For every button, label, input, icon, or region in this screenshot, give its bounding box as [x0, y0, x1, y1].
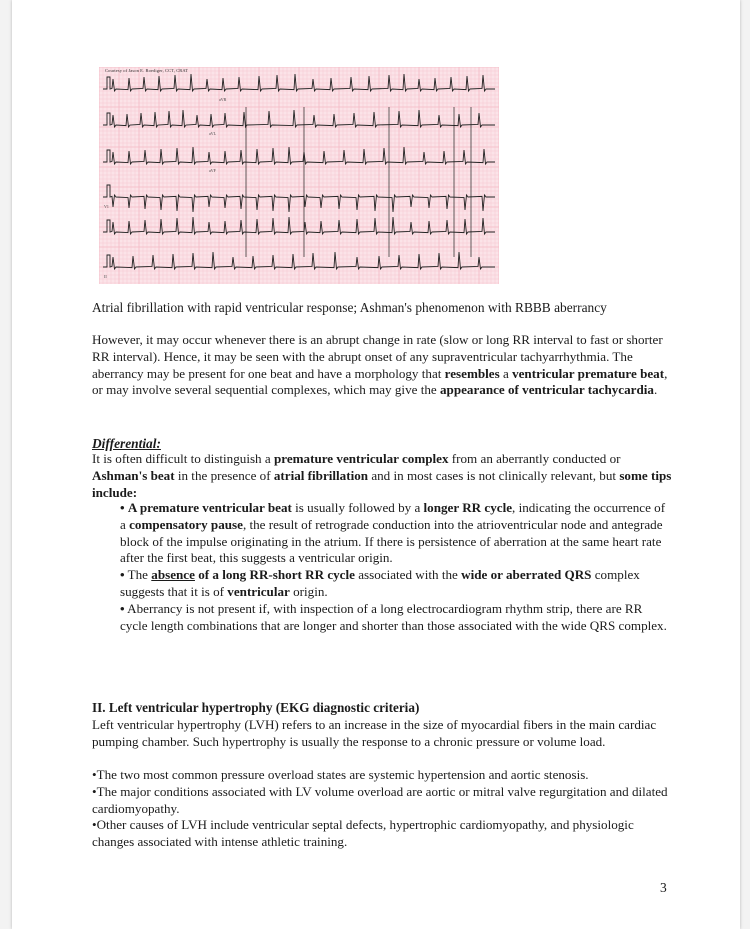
ecg-figure [99, 67, 499, 284]
differential-paragraph: It is often difficult to distinguish a premature ventricular complex from an aberrantly conducted or Ashman's beat in the presence of atrial fibrillation and in most cases is not clinically relevant, but some tips include: [92, 451, 672, 500]
section-title-lvh: II. Left ventricular hypertrophy (EKG diagnostic criteria) [92, 700, 420, 715]
bullet-marker: • [92, 783, 97, 799]
tip-item-rr-cycle: • The absence of a long RR-short RR cycle associated with the wide or aberrated QRS complex suggests that it is of ventricular origin. [120, 567, 640, 599]
lvh-item-volume-overload: •The major conditions associated with LV volume overload are aortic or mitral valve regurgitation and dilated cardiomyopathy. [92, 783, 668, 816]
tip-item-aberrancy: • Aberrancy is not present if, with inspection of a long electrocardiogram rhythm strip, there are RR cycle length combinations that are longer and shorter than those associated with the wide QRS complex. [120, 600, 667, 633]
bullet-marker: • [92, 817, 97, 833]
lead-label-avr: aVR [219, 97, 227, 102]
lead-label-v1: V1 [104, 204, 109, 209]
bullet-marker: • [120, 567, 125, 583]
lead-label-avl: aVL [209, 131, 217, 136]
lead-label-avf: aVF [209, 168, 216, 173]
differential-heading: Differential: [92, 436, 161, 451]
lvh-intro-paragraph: Left ventricular hypertrophy (LVH) refers to an increase in the size of myocardial fibers in the main cardiac pumping chamber. Such hypertrophy is usually the response to a chronic pressure or volume load. [92, 717, 657, 749]
lvh-causes-list [92, 767, 672, 851]
bullet-marker: • [120, 600, 125, 616]
figure-caption: Atrial fibrillation with rapid ventricular response; Ashman's phenomenon with RBBB aberrancy [92, 300, 607, 315]
ecg-strip-image [99, 67, 499, 284]
document-page [12, 0, 740, 929]
differential-tips-list [120, 500, 672, 634]
tip-item-premature-beat: • A premature ventricular beat is usually followed by a longer RR cycle, indicating the occurrence of a compensatory pause, the result of retrograde conduction into the atrioventricular node and antegrade block of the impulse originating in the atrium. If there is persistence of aberration at the same heart rate after the first beat, this suggests a ventricular origin. [120, 500, 666, 566]
page-number: 3 [660, 880, 667, 895]
bullet-marker: • [92, 767, 97, 782]
figure-credit: Courtesy of Jason E. Roediger, CCT, CRAT [105, 68, 189, 73]
lead-label-ii: II [104, 274, 107, 279]
lvh-item-pressure-overload: •The two most common pressure overload states are systemic hypertension and aortic stenosis. [92, 767, 589, 782]
aberrancy-paragraph: However, it may occur whenever there is an abrupt change in rate (slow or long RR interval to fast or shorter RR interval). Hence, it may be seen with the abrupt onset of any supraventricular tachyarrhythmia. The aberrancy may be present for one beat and have a morphology that resembles a ventricular premature beat, or may involve several sequential complexes, which may give the appearance of ventricular tachycardia. [92, 332, 668, 398]
lvh-item-other-causes: •Other causes of LVH include ventricular septal defects, hypertrophic cardiomyopathy, and physiologic changes associated with intense athletic training. [92, 817, 634, 850]
bullet-marker: • [120, 500, 125, 515]
